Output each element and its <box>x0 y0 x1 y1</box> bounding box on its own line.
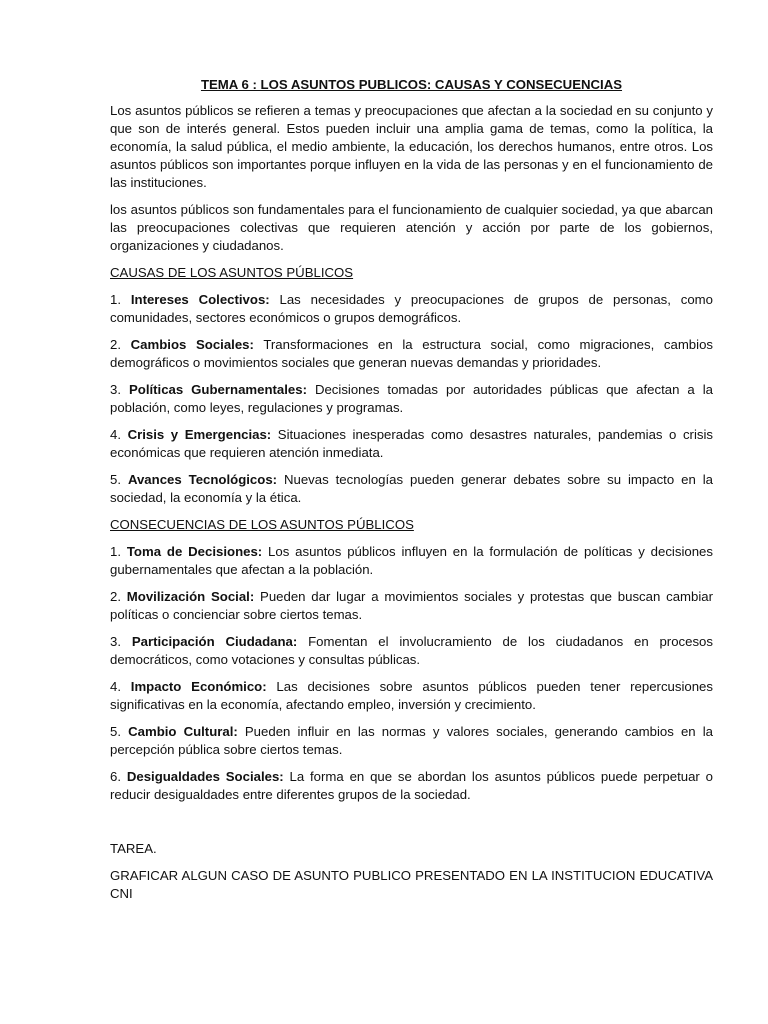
item-number: 5. <box>110 472 121 487</box>
causes-heading: CAUSAS DE LOS ASUNTOS PÚBLICOS <box>110 265 354 280</box>
consequence-item-2 <box>110 588 713 624</box>
document-title: TEMA 6 : LOS ASUNTOS PUBLICOS: CAUSAS Y CONSECUENCIAS <box>200 77 623 92</box>
cause-item-3 <box>110 381 713 417</box>
item-text: Los asuntos públicos influyen en la formulación de políticas y decisiones gubernamentales que afectan a la población. <box>110 544 713 577</box>
item-term: Avances Tecnológicos: <box>127 472 278 487</box>
intro-paragraph-2: los asuntos públicos son fundamentales para el funcionamiento de cualquier sociedad, ya que abarcan las preocupaciones colectivas que requieren atención y acción por parte de los gobiernos, organizaciones y ciudadanos. <box>110 202 713 253</box>
item-number: 6. <box>110 769 121 784</box>
cause-item-4 <box>110 426 713 462</box>
cause-item-5 <box>110 471 713 507</box>
item-number: 4. <box>110 427 121 442</box>
homework-text: GRAFICAR ALGUN CASO DE ASUNTO PUBLICO PRESENTADO EN LA INSTITUCION EDUCATIVA CNI <box>110 868 713 901</box>
item-number: 1. <box>110 292 121 307</box>
item-number: 1. <box>110 544 121 559</box>
item-term: Cambios Sociales: <box>130 337 254 352</box>
item-number: 4. <box>110 679 121 694</box>
homework-label: TAREA. <box>110 841 157 856</box>
item-text: La forma en que se abordan los asuntos públicos puede perpetuar o reducir desigualdades entre diferentes grupos de la sociedad. <box>110 769 713 802</box>
item-text: Pueden influir en las normas y valores sociales, generando cambios en la percepción pública sobre ciertos temas. <box>110 724 713 757</box>
consequence-item-3 <box>110 633 713 669</box>
consequence-item-5 <box>110 723 713 759</box>
item-text: Las decisiones sobre asuntos públicos pueden tener repercusiones significativas en la economía, afectando empleo, inversión y crecimiento. <box>110 679 713 712</box>
item-term: Cambio Cultural: <box>128 724 238 739</box>
item-term: Participación Ciudadana: <box>131 634 298 649</box>
item-text: Transformaciones en la estructura social, como migraciones, cambios demográficos o movimientos sociales que generan nuevas demandas y prioridades. <box>110 337 714 370</box>
item-text: Situaciones inesperadas como desastres naturales, pandemias o crisis económicas que requieren atención inmediata. <box>110 427 713 460</box>
consequences-heading: CONSECUENCIAS DE LOS ASUNTOS PÚBLICOS <box>110 517 414 532</box>
item-number: 5. <box>110 724 121 739</box>
item-term: Movilización Social: <box>126 589 255 604</box>
item-term: Intereses Colectivos: <box>130 292 270 307</box>
item-text: Las necesidades y preocupaciones de grupos de personas, como comunidades, sectores económicos o grupos demográficos. <box>110 292 713 325</box>
item-text: Pueden dar lugar a movimientos sociales y protestas que buscan cambiar políticas o concienciar sobre ciertos temas. <box>110 589 714 622</box>
intro-paragraph-1: Los asuntos públicos se refieren a temas y preocupaciones que afectan a la sociedad en su conjunto y que son de interés general. Estos pueden incluir una amplia gama de temas, como la política, la economía, la salud pública, el medio ambiente, la educación, los derechos humanos, entre otros. Los asuntos públicos son importantes porque influyen en la vida de las personas y en el funcionamiento de las instituciones. <box>110 103 713 190</box>
item-number: 2. <box>110 589 121 604</box>
item-text: Decisiones tomadas por autoridades públicas que afectan a la población, como leyes, regulaciones y programas. <box>110 382 713 415</box>
item-number: 3. <box>110 382 121 397</box>
item-term: Desigualdades Sociales: <box>126 769 284 784</box>
item-number: 2. <box>110 337 121 352</box>
cause-item-1 <box>110 291 713 327</box>
consequence-item-6 <box>110 768 713 804</box>
consequence-item-4 <box>110 678 713 714</box>
item-text: Nuevas tecnologías pueden generar debates sobre su impacto en la sociedad, la economía y la ética. <box>110 472 713 505</box>
consequence-item-1 <box>110 543 713 579</box>
cause-item-2 <box>110 336 713 372</box>
item-text: Fomentan el involucramiento de los ciudadanos en procesos democráticos, como votaciones y consultas públicas. <box>110 634 713 667</box>
item-term: Toma de Decisiones: <box>126 544 263 559</box>
item-number: 3. <box>110 634 121 649</box>
item-term: Crisis y Emergencias: <box>127 427 272 442</box>
item-term: Políticas Gubernamentales: <box>128 382 307 397</box>
item-term: Impacto Económico: <box>130 679 267 694</box>
